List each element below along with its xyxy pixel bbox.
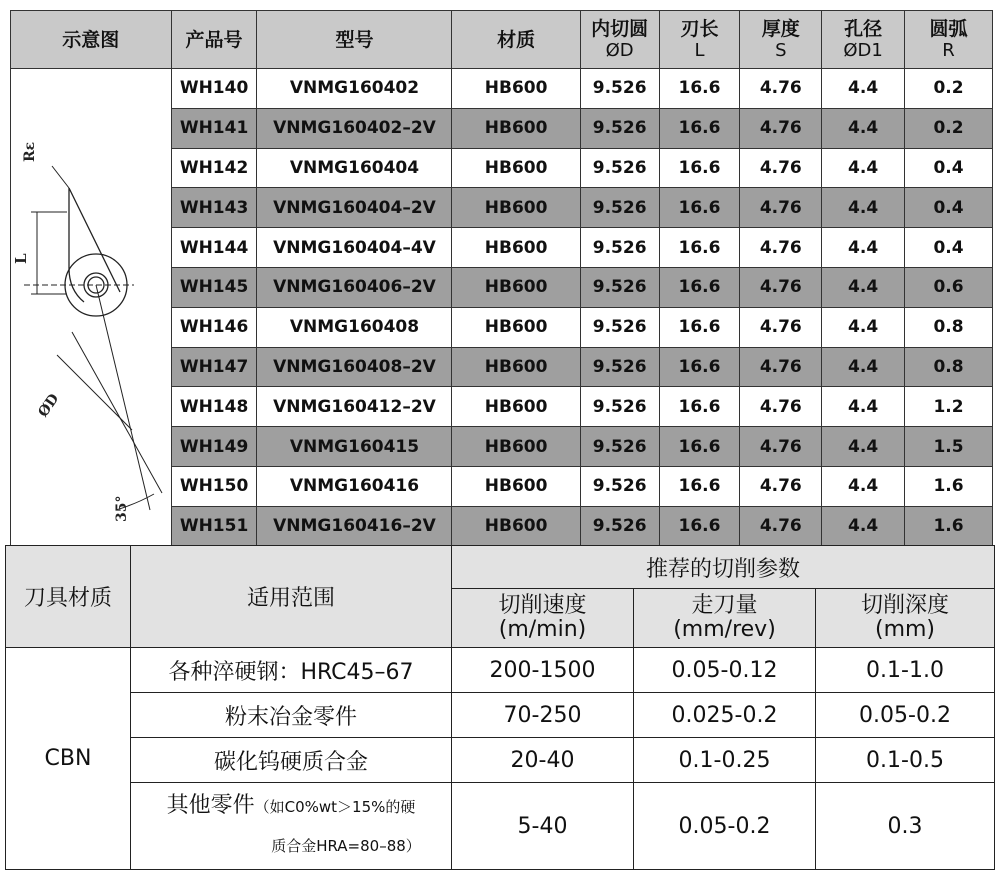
insert-diagram-svg	[12, 70, 169, 540]
cell-material: HB600	[452, 427, 580, 467]
cell-depth: 0.1-0.5	[816, 738, 995, 783]
cell-scope: 碳化钨硬质合金	[131, 738, 452, 783]
cell-hole: 4.4	[822, 267, 905, 307]
header-ic: 内切圆 ØD	[580, 11, 659, 69]
cell-model: VNMG160416–2V	[257, 506, 452, 546]
cell-depth: 0.1-1.0	[816, 648, 995, 693]
cell-code: WH150	[171, 466, 257, 506]
header-material: 材质	[452, 11, 580, 69]
cell-speed: 70-250	[452, 693, 634, 738]
cell-material: HB600	[452, 387, 580, 427]
table-row	[6, 648, 995, 693]
cell-material: HB600	[452, 466, 580, 506]
cell-thickness: 4.76	[740, 347, 822, 387]
cell-code: WH149	[171, 427, 257, 467]
cell-scope: 各种淬硬钢：HRC45–67	[131, 648, 452, 693]
cell-edge: 16.6	[659, 148, 740, 188]
cell-thickness: 4.76	[740, 148, 822, 188]
cell-material: HB600	[452, 148, 580, 188]
cell-edge: 16.6	[659, 347, 740, 387]
table-row	[6, 693, 995, 738]
header-diagram: 示意图	[11, 11, 172, 69]
cell-radius: 1.2	[905, 387, 993, 427]
cell-tool-material: CBN	[6, 648, 131, 870]
cell-model: VNMG160404–4V	[257, 228, 452, 268]
cell-code: WH151	[171, 506, 257, 546]
cell-thickness: 4.76	[740, 108, 822, 148]
cell-ic: 9.526	[580, 506, 659, 546]
cell-feed: 0.025-0.2	[634, 693, 816, 738]
cell-radius: 0.4	[905, 188, 993, 228]
cell-hole: 4.4	[822, 148, 905, 188]
cell-thickness: 4.76	[740, 506, 822, 546]
cell-material: HB600	[452, 188, 580, 228]
cell-radius: 0.8	[905, 307, 993, 347]
cell-hole: 4.4	[822, 307, 905, 347]
cell-material: HB600	[452, 267, 580, 307]
cell-ic: 9.526	[580, 427, 659, 467]
cell-hole: 4.4	[822, 347, 905, 387]
cell-model: VNMG160412–2V	[257, 387, 452, 427]
table-row	[6, 738, 995, 783]
cell-model: VNMG160404	[257, 148, 452, 188]
cell-ic: 9.526	[580, 148, 659, 188]
cell-ic: 9.526	[580, 188, 659, 228]
cell-hole: 4.4	[822, 466, 905, 506]
cell-thickness: 4.76	[740, 228, 822, 268]
table-row	[11, 69, 993, 109]
cell-code: WH145	[171, 267, 257, 307]
cell-model: VNMG160408	[257, 307, 452, 347]
cell-edge: 16.6	[659, 69, 740, 109]
cutting-params-table	[5, 545, 995, 870]
header-feed: 走刀量 (mm/rev)	[634, 589, 816, 648]
cell-thickness: 4.76	[740, 387, 822, 427]
header-radius: 圆弧 R	[905, 11, 993, 69]
cell-material: HB600	[452, 108, 580, 148]
cell-code: WH144	[171, 228, 257, 268]
re-leader	[52, 166, 69, 188]
cell-ic: 9.526	[580, 347, 659, 387]
cell-radius: 1.6	[905, 466, 993, 506]
cell-material: HB600	[452, 228, 580, 268]
header-model: 型号	[257, 11, 452, 69]
cell-material: HB600	[452, 307, 580, 347]
cell-hole: 4.4	[822, 188, 905, 228]
product-table-header	[11, 11, 993, 69]
cell-radius: 0.4	[905, 228, 993, 268]
cell-model: VNMG160406–2V	[257, 267, 452, 307]
cell-edge: 16.6	[659, 228, 740, 268]
cell-radius: 0.8	[905, 347, 993, 387]
header-hole: 孔径 ØD1	[822, 11, 905, 69]
angle-line-a	[96, 285, 150, 510]
cell-thickness: 4.76	[740, 466, 822, 506]
header-speed: 切削速度 (m/min)	[452, 589, 634, 648]
cell-speed: 5-40	[452, 783, 634, 870]
cell-feed: 0.05-0.12	[634, 648, 816, 693]
cell-edge: 16.6	[659, 506, 740, 546]
cell-code: WH147	[171, 347, 257, 387]
product-table-body	[11, 69, 993, 547]
cell-ic: 9.526	[580, 228, 659, 268]
cell-model: VNMG160402	[257, 69, 452, 109]
cell-thickness: 4.76	[740, 427, 822, 467]
table-row	[6, 783, 995, 870]
cell-code: WH143	[171, 188, 257, 228]
cell-edge: 16.6	[659, 387, 740, 427]
header-tool-material: 刀具材质	[6, 546, 131, 648]
cell-hole: 4.4	[822, 506, 905, 546]
cell-material: HB600	[452, 506, 580, 546]
angle-line-b	[72, 332, 162, 493]
cell-thickness: 4.76	[740, 307, 822, 347]
cell-radius: 0.6	[905, 267, 993, 307]
cell-hole: 4.4	[822, 427, 905, 467]
insert-right-edge	[69, 188, 120, 292]
cell-thickness: 4.76	[740, 267, 822, 307]
cell-code: WH142	[171, 148, 257, 188]
cell-depth: 0.05-0.2	[816, 693, 995, 738]
label-re: Rε	[22, 141, 39, 162]
cell-scope-other	[131, 783, 452, 870]
cell-ic: 9.526	[580, 267, 659, 307]
cell-model: VNMG160408–2V	[257, 347, 452, 387]
cell-depth: 0.3	[816, 783, 995, 870]
cell-edge: 16.6	[659, 427, 740, 467]
scope-other-main: 其他零件	[166, 793, 255, 818]
cell-radius: 0.4	[905, 148, 993, 188]
cell-material: HB600	[452, 69, 580, 109]
cell-edge: 16.6	[659, 108, 740, 148]
cell-ic: 9.526	[580, 466, 659, 506]
cell-thickness: 4.76	[740, 188, 822, 228]
cell-speed: 20-40	[452, 738, 634, 783]
header-thickness: 厚度 S	[740, 11, 822, 69]
header-recommended: 推荐的切削参数	[452, 546, 995, 589]
cell-model: VNMG160416	[257, 466, 452, 506]
cell-model: VNMG160415	[257, 427, 452, 467]
insert-diagram	[11, 69, 172, 547]
label-angle: 35°	[114, 495, 131, 522]
header-code: 产品号	[171, 11, 257, 69]
cell-model: VNMG160402–2V	[257, 108, 452, 148]
cell-radius: 1.6	[905, 506, 993, 546]
cell-edge: 16.6	[659, 307, 740, 347]
cell-speed: 200-1500	[452, 648, 634, 693]
header-depth: 切削深度 (mm)	[816, 589, 995, 648]
scope-other-note-2: 质合金HRA=80–88）	[271, 837, 421, 855]
cell-ic: 9.526	[580, 108, 659, 148]
header-scope: 适用范围	[131, 546, 452, 648]
header-edge: 刃长 L	[659, 11, 740, 69]
cell-code: WH140	[171, 69, 257, 109]
cell-code: WH141	[171, 108, 257, 148]
cell-radius: 0.2	[905, 69, 993, 109]
cell-model: VNMG160404–2V	[257, 188, 452, 228]
scope-other-note-1: （如C0%wt＞15%的硬	[254, 798, 416, 816]
label-d: ØD	[35, 390, 63, 420]
cell-hole: 4.4	[822, 69, 905, 109]
cell-edge: 16.6	[659, 188, 740, 228]
cell-code: WH146	[171, 307, 257, 347]
cell-feed: 0.1-0.25	[634, 738, 816, 783]
cell-ic: 9.526	[580, 307, 659, 347]
params-header-row-1	[6, 546, 995, 589]
cell-edge: 16.6	[659, 466, 740, 506]
cell-radius: 1.5	[905, 427, 993, 467]
cell-ic: 9.526	[580, 69, 659, 109]
cell-material: HB600	[452, 347, 580, 387]
cell-hole: 4.4	[822, 108, 905, 148]
cell-hole: 4.4	[822, 228, 905, 268]
cell-scope: 粉末冶金零件	[131, 693, 452, 738]
cell-feed: 0.05-0.2	[634, 783, 816, 870]
product-table	[10, 10, 993, 547]
cell-ic: 9.526	[580, 387, 659, 427]
cell-code: WH148	[171, 387, 257, 427]
cell-radius: 0.2	[905, 108, 993, 148]
cell-hole: 4.4	[822, 387, 905, 427]
label-l: L	[12, 253, 31, 264]
cell-thickness: 4.76	[740, 69, 822, 109]
cell-edge: 16.6	[659, 267, 740, 307]
